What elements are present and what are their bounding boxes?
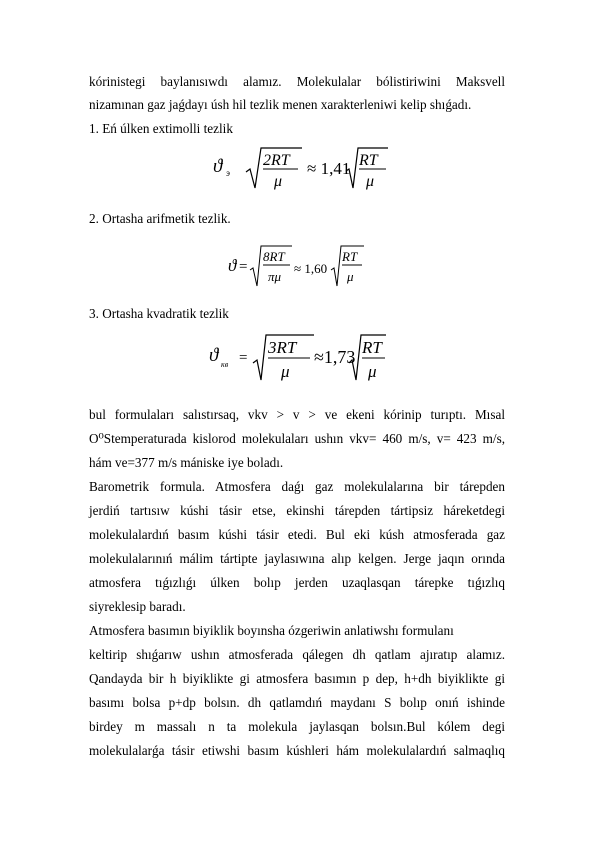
- formula-numerator: 3RT: [268, 338, 297, 357]
- formula-denominator-2: μ: [368, 362, 377, 381]
- formula-subscript: э: [226, 168, 230, 178]
- text-line: molekulalardıń basım kúshi tásir etedi. Bul eki kúsh atmosferada gaz: [89, 527, 505, 542]
- text-line: basımı bolsa p+dp bolsın. dh qatlamdıń maydanı S bolıp onıń ishinde: [89, 695, 505, 710]
- list-item-1: 1. Eń úlken extimolli tezlik: [89, 121, 233, 136]
- text-line: Barometrik formula. Atmosfera daǵı gaz molekulalarına bir tárepden: [89, 479, 505, 494]
- text-line: keltirip shıǵarıw ushın atmosferada qálegen dh qatlam ajıratıp alamız.: [89, 647, 505, 662]
- formula-numerator-2: RT: [359, 152, 378, 169]
- formula-denominator: μ: [281, 362, 290, 381]
- text-line: siyreklesip baradı.: [89, 599, 186, 614]
- formula-numerator-2: RT: [342, 249, 358, 264]
- text-line: molekulalarǵa tásir etiwshi basım kúshleri hám molekulalardıń salmaqlıq: [89, 743, 505, 758]
- formula-most-probable-speed: [210, 138, 390, 192]
- formula-denominator: μ: [274, 173, 283, 190]
- formula-denominator: πμ: [268, 269, 282, 284]
- formula-equals: =: [239, 350, 248, 366]
- text-line: birdey m massalı n ta molekula jaylasqan bolsın.Bul kólem degi: [89, 719, 505, 734]
- formula-numerator: 2RT: [263, 152, 290, 169]
- formula-approx: ≈1,73: [314, 347, 356, 367]
- text-line: jerdiń tartısıw kúshi tásir etse, ekinshi tárepden tártipsiz háreketdegi: [89, 503, 505, 518]
- formula-symbol: ϑ: [209, 345, 219, 366]
- formula-approx: ≈ 1,41: [307, 159, 351, 178]
- list-item-3: 3. Ortasha kvadratik tezlik: [89, 306, 229, 321]
- formula-denominator-2: μ: [347, 269, 354, 284]
- text-line: O⁰Stemperaturada kislorod molekulaları ushın vkv= 460 m/s, v= 423 m/s,: [89, 431, 505, 446]
- text-line: molekulalarınıń málim tártipte jaylasıwına alıp kelgen. Jerge jaqın orında: [89, 551, 505, 566]
- formula-approx: ≈ 1,60: [294, 261, 328, 276]
- list-item-2: 2. Ortasha arifmetik tezlik.: [89, 211, 231, 226]
- formula-symbol: ϑ: [213, 156, 223, 177]
- text-line: hám ve=377 m/s mániske iye boladı.: [89, 455, 284, 470]
- formula-symbol: ϑ: [228, 256, 237, 275]
- formula-numerator-2: RT: [362, 338, 382, 357]
- text-line: Atmosfera basımın biyiklik boyınsha ózgeriwin anlatiwshı formulanı: [89, 623, 454, 638]
- formula-root-mean-square-speed: [206, 327, 386, 383]
- text-line: atmosfera tıǵızlıǵı úlken bolıp jerden uzaqlasqan tárepke tıǵızlıq: [89, 575, 505, 590]
- text-line: kórinistegi baylanısıwdı alamız. Molekulalar bólistiriwini Maksvell: [89, 74, 505, 89]
- text-line: bul formulaları salıstırsaq, vkv > v > ve ekeni kórinip turıptı. Mısal: [89, 407, 505, 422]
- text-line: nizamınan gaz jaǵdayı úsh hil tezlik menen xarakterleniwi kelip shıǵadı.: [89, 97, 472, 112]
- formula-mean-arithmetic-speed: [226, 240, 366, 290]
- formula-denominator-2: μ: [366, 173, 375, 190]
- formula-numerator: 8RT: [263, 249, 285, 264]
- formula-subscript: кв: [221, 360, 229, 369]
- formula-equals: =: [239, 259, 248, 275]
- text-line: Qandayda bir h biyiklikte gi atmosfera basımın p dep, h+dh biyiklikte gi: [89, 671, 505, 686]
